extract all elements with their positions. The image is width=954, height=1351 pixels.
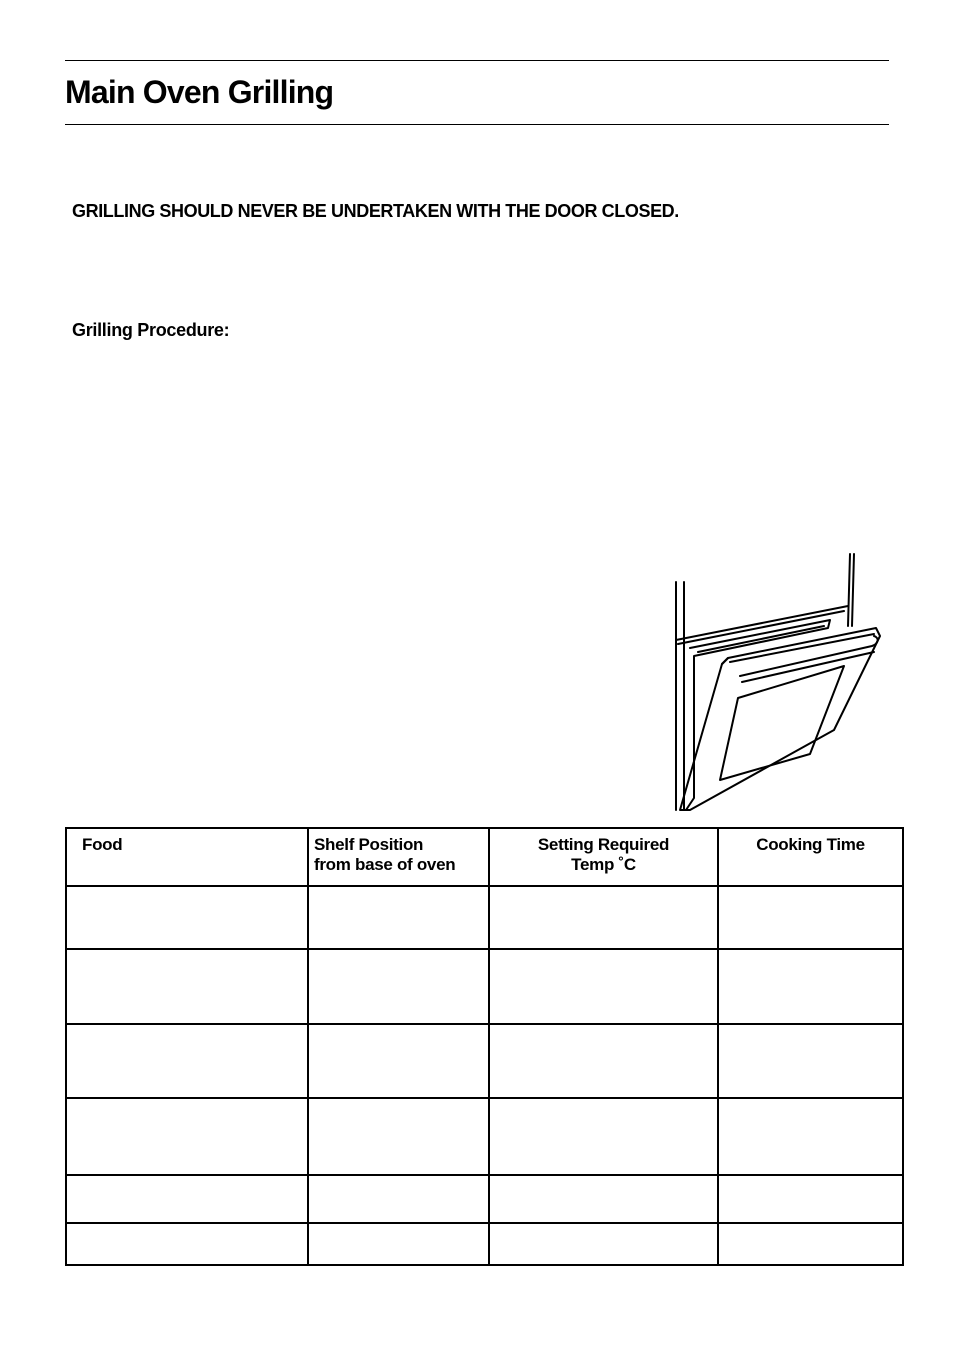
column-header-setting-required: Setting Required Temp ˚C	[489, 828, 718, 886]
table-cell-time	[718, 1175, 903, 1223]
title-underline-rule	[65, 124, 889, 125]
table-cell-food	[66, 949, 308, 1024]
table-cell-shelf	[308, 1024, 489, 1098]
table-row	[66, 1223, 903, 1265]
table-cell-shelf	[308, 1175, 489, 1223]
column-header-shelf-position: Shelf Position from base of oven	[308, 828, 489, 886]
page-title: Main Oven Grilling	[65, 74, 334, 110]
table-cell-shelf	[308, 1098, 489, 1175]
table-cell-setting	[489, 1175, 718, 1223]
table-header-row	[66, 828, 903, 886]
table-cell-setting	[489, 886, 718, 949]
column-header-cooking-time: Cooking Time	[718, 828, 903, 886]
table-row	[66, 1175, 903, 1223]
table-cell-time	[718, 886, 903, 949]
table-cell-setting	[489, 1223, 718, 1265]
table-cell-food	[66, 1098, 308, 1175]
table-cell-food	[66, 1024, 308, 1098]
table-cell-food	[66, 886, 308, 949]
table-row	[66, 886, 903, 949]
table-cell-shelf	[308, 1223, 489, 1265]
table-cell-time	[718, 1223, 903, 1265]
grilling-table	[65, 827, 904, 1266]
table-cell-time	[718, 1098, 903, 1175]
table-cell-time	[718, 949, 903, 1024]
top-rule	[65, 60, 889, 61]
oven-open-door-icon	[668, 548, 888, 818]
table-cell-setting	[489, 1098, 718, 1175]
table-cell-setting	[489, 1024, 718, 1098]
table-row	[66, 1098, 903, 1175]
table-cell-food	[66, 1223, 308, 1265]
procedure-heading: Grilling Procedure:	[72, 320, 230, 340]
column-header-food: Food	[66, 828, 308, 886]
table-row	[66, 949, 903, 1024]
table-cell-shelf	[308, 949, 489, 1024]
safety-warning: GRILLING SHOULD NEVER BE UNDERTAKEN WITH THE DOOR CLOSED.	[72, 201, 679, 221]
table-cell-food	[66, 1175, 308, 1223]
table-row	[66, 1024, 903, 1098]
table-cell-setting	[489, 949, 718, 1024]
table-cell-shelf	[308, 886, 489, 949]
table-cell-time	[718, 1024, 903, 1098]
